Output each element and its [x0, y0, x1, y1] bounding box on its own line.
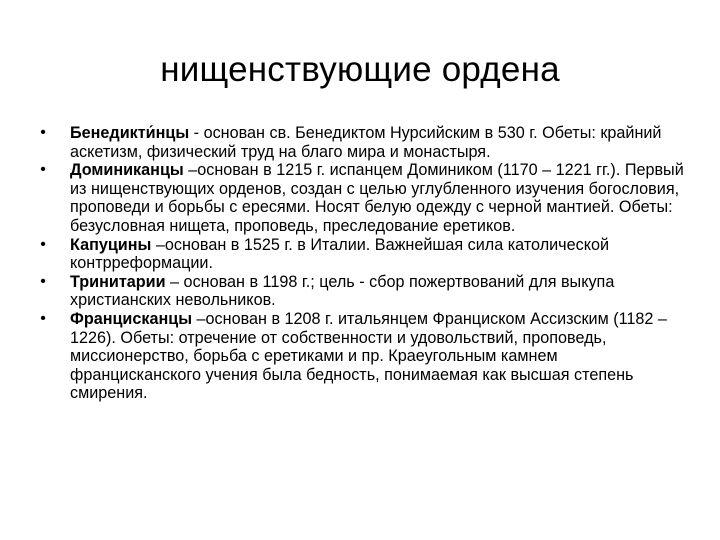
order-description: –основан в 1525 г. в Италии. Важнейшая сила католической контрреформации. [70, 235, 610, 273]
bullet-icon: • [40, 309, 46, 327]
order-name: Капуцины [70, 235, 152, 254]
list-item-capuchins [36, 236, 688, 273]
order-description: - основан св. Бенедиктом Нурсийским в 530 г. Обеты: крайний аскетизм, физический труд на благо мира и монастыря. [70, 124, 662, 161]
list-item-trinitarians [36, 273, 688, 310]
list-item-dominicans [36, 161, 688, 235]
order-description: – основан в 1198 г.; цель - сбор пожертвований для выкупа христианских невольников. [70, 272, 615, 310]
slide-title: нищенствующие ордена [160, 50, 560, 89]
list-item-franciscans [36, 310, 688, 403]
bullet-icon: • [40, 124, 46, 141]
bullet-icon: • [40, 235, 46, 253]
bullet-icon: • [40, 272, 46, 290]
order-name: Францисканцы [70, 309, 193, 328]
bullet-icon: • [40, 161, 46, 179]
order-description: –основан в 1208 г. итальянцем Франциском Ассизским (1182 – 1226). Обеты: отречение от собственности и удовольствий, проповедь, миссионерство, борьба с еретиками и пр. Краеугольным камнем францисканского учения была бедность, понимаемая как высшая степень смирения. [70, 309, 667, 403]
order-name: Доминиканцы [70, 161, 184, 180]
order-name: Тринитарии [70, 272, 166, 291]
bullet-list [36, 124, 688, 403]
list-item-benedictines [36, 124, 688, 161]
order-description: –основан в 1215 г. испанцем Домиником (1170 – 1221 гг.). Первый из нищенствующих орденов, создан с целью углубленного изучения богословия, проповеди и борьбы с ересями. Носят белую одежду с черной мантией. Обеты: безусловная нищета, проповедь, преследование еретиков. [70, 161, 684, 235]
order-name: Бенедикти́нцы [70, 124, 190, 142]
